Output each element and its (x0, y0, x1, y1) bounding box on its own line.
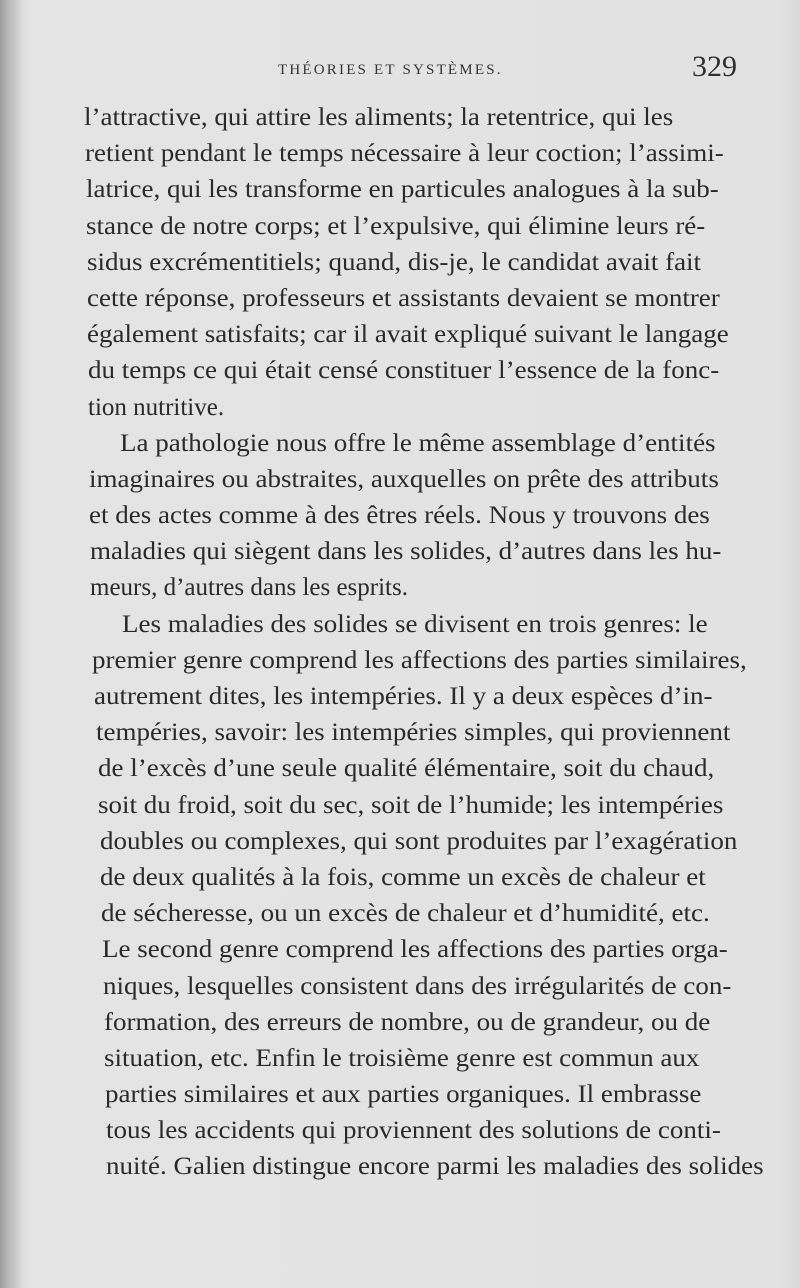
running-head: THÉORIES ET SYSTÈMES. (278, 62, 503, 78)
text-line-content: doubles ou complexes, qui sont produites par l’exagération (100, 827, 738, 855)
text-line (87, 317, 767, 353)
text-line (86, 172, 766, 208)
text-line (94, 679, 774, 715)
text-line (89, 462, 769, 498)
text-line-content: également satisfaits; car il avait expliqué suivant le langage (87, 321, 729, 349)
text-line-content: nuité. Galien distingue encore parmi les maladies des solides (106, 1153, 764, 1181)
text-line (88, 353, 768, 389)
text-line-content: maladies qui siègent dans les solides, d’autres dans les hu- (90, 538, 722, 566)
page-number: 329 (692, 50, 737, 83)
text-line-content: et des actes comme à des êtres réels. Nous y trouvons des (89, 502, 710, 530)
text-line (106, 1113, 786, 1149)
text-line-content: situation, etc. Enfin le troisième genre est commun aux (104, 1044, 700, 1072)
text-line-content: formation, des erreurs de nombre, ou de grandeur, ou de (104, 1008, 711, 1036)
text-line (90, 534, 770, 570)
text-line-content: latrice, qui les transforme en particules analogues à la sub- (86, 176, 719, 204)
text-line (105, 1077, 785, 1113)
text-line-content: tous les accidents qui proviennent des solutions de conti- (106, 1117, 721, 1145)
text-line-content: de l’excès d’une seule qualité élémentaire, soit du chaud, (98, 755, 715, 783)
text-line (88, 390, 768, 426)
text-line-content: meurs, d’autres dans les esprits. (90, 574, 408, 602)
text-line-content: niques, lesquelles consistent dans des irrégularités de con- (103, 972, 732, 1000)
text-line-content: parties similaires et aux parties organiques. Il embrasse (105, 1081, 702, 1109)
text-line-content: autrement dites, les intempéries. Il y a deux espèces d’in- (94, 683, 713, 710)
text-line-content: stance de notre corps; et l’expulsive, qui élimine leurs ré- (86, 212, 706, 240)
body-text (84, 100, 764, 1186)
text-line (90, 570, 770, 606)
text-line (89, 498, 769, 534)
text-line-content: de sécheresse, ou un excès de chaleur et d’humidité, etc. (101, 900, 710, 928)
text-line (104, 1005, 784, 1041)
text-line (100, 824, 780, 860)
text-line-content: de deux qualités à la fois, comme un excès de chaleur et (100, 863, 706, 891)
text-line-content: Les maladies des solides se divisent en trois genres: le (122, 610, 708, 638)
text-line (84, 100, 764, 136)
text-line (96, 715, 776, 751)
text-line-content: La pathologie nous offre le même assemblage d’entités (120, 429, 716, 457)
text-line (104, 1041, 784, 1077)
text-line (100, 860, 780, 896)
text-line (98, 751, 778, 787)
text-line-content: cette réponse, professeurs et assistants devaient se montrer (87, 284, 720, 312)
text-line (106, 1149, 786, 1185)
text-line-content: Le second genre comprend les affections des parties orga- (102, 936, 728, 964)
text-line-content: imaginaires ou abstraites, auxquelles on prête des attributs (89, 465, 719, 493)
text-line (87, 245, 767, 281)
text-line-content: premier genre comprend les affections des parties similaires, (92, 646, 747, 674)
text-line-content: soit du froid, soit du sec, soit de l’humide; les intempéries (98, 791, 724, 819)
text-line-content: tempéries, savoir: les intempéries simples, qui proviennent (96, 719, 731, 747)
text-line (101, 896, 781, 932)
text-line (98, 788, 778, 824)
text-line-content: tion nutritive. (88, 393, 225, 421)
text-line (102, 932, 782, 968)
text-line-content: l’attractive, qui attire les aliments; la retentrice, qui les (84, 104, 674, 131)
text-line (122, 607, 800, 643)
text-line (87, 281, 767, 317)
text-line (120, 426, 800, 462)
text-line (92, 643, 772, 679)
text-line (103, 969, 783, 1005)
text-line-content: retient pendant le temps nécessaire à leur coction; l’assimi- (85, 140, 724, 168)
text-line-content: sidus excrémentitiels; quand, dis-je, le candidat avait fait (87, 248, 702, 276)
text-line-content: du temps ce qui était censé constituer l’essence de la fonc- (88, 357, 720, 385)
text-line (86, 209, 766, 245)
text-line (85, 136, 765, 172)
binding-shadow (0, 0, 22, 1288)
